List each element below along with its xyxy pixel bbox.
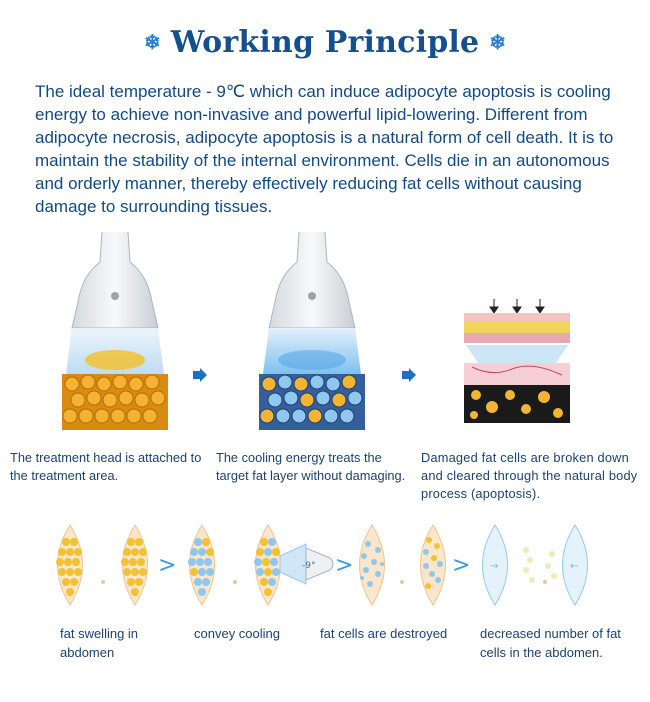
title-row	[0, 20, 650, 64]
down-arrow-icon	[490, 299, 544, 313]
process-caption: decreased number of fat cells in the abdomen.	[480, 626, 621, 660]
chevron-right-icon: >	[158, 553, 177, 578]
process-caption: convey cooling	[194, 626, 280, 641]
step-caption: Damaged fat cells are broken down and cleared through the natural body process (apoptosis).	[421, 450, 638, 501]
step-caption: The cooling energy treats the target fat layer without damaging.	[216, 450, 406, 483]
fat-reduction-process-strip	[40, 520, 640, 610]
page-title: Working Principle	[170, 24, 480, 60]
snowflake-icon: ❄	[489, 31, 507, 54]
svg-text:-9°: -9°	[302, 561, 316, 571]
chevron-right-icon: >	[335, 553, 354, 578]
cooling-device-icon	[280, 544, 333, 584]
chevron-right-icon: >	[452, 553, 471, 578]
snowflake-icon: ❄	[143, 31, 161, 54]
arrow-right-icon	[402, 368, 416, 382]
fat-lobe-swollen	[56, 525, 83, 605]
process-caption: fat swelling in abdomen	[60, 626, 139, 660]
svg-text:←: ←	[570, 561, 579, 572]
process-caption: fat cells are destroyed	[320, 626, 448, 641]
svg-text:→: →	[490, 561, 499, 572]
arrow-right-icon	[193, 368, 207, 382]
step-caption: The treatment head is attached to the treatment area.	[10, 450, 202, 483]
treatment-head-device-1	[60, 232, 170, 432]
treatment-head-device-2	[257, 232, 367, 432]
tissue-apoptosis-illustration	[452, 295, 582, 425]
intro-paragraph: The ideal temperature - 9℃ which can induce adipocyte apoptosis is cooling energy to achieve non-invasive and powerful lipid-lowering. Different from adipocyte necrosis, adipocyte apoptosis is a natural form of cell death. It is to maintain the stability of the internal environment. Cells die in an autonomous and orderly manner, thereby effectively reducing fat cells without causing damage to surrounding tissues.	[35, 82, 614, 216]
